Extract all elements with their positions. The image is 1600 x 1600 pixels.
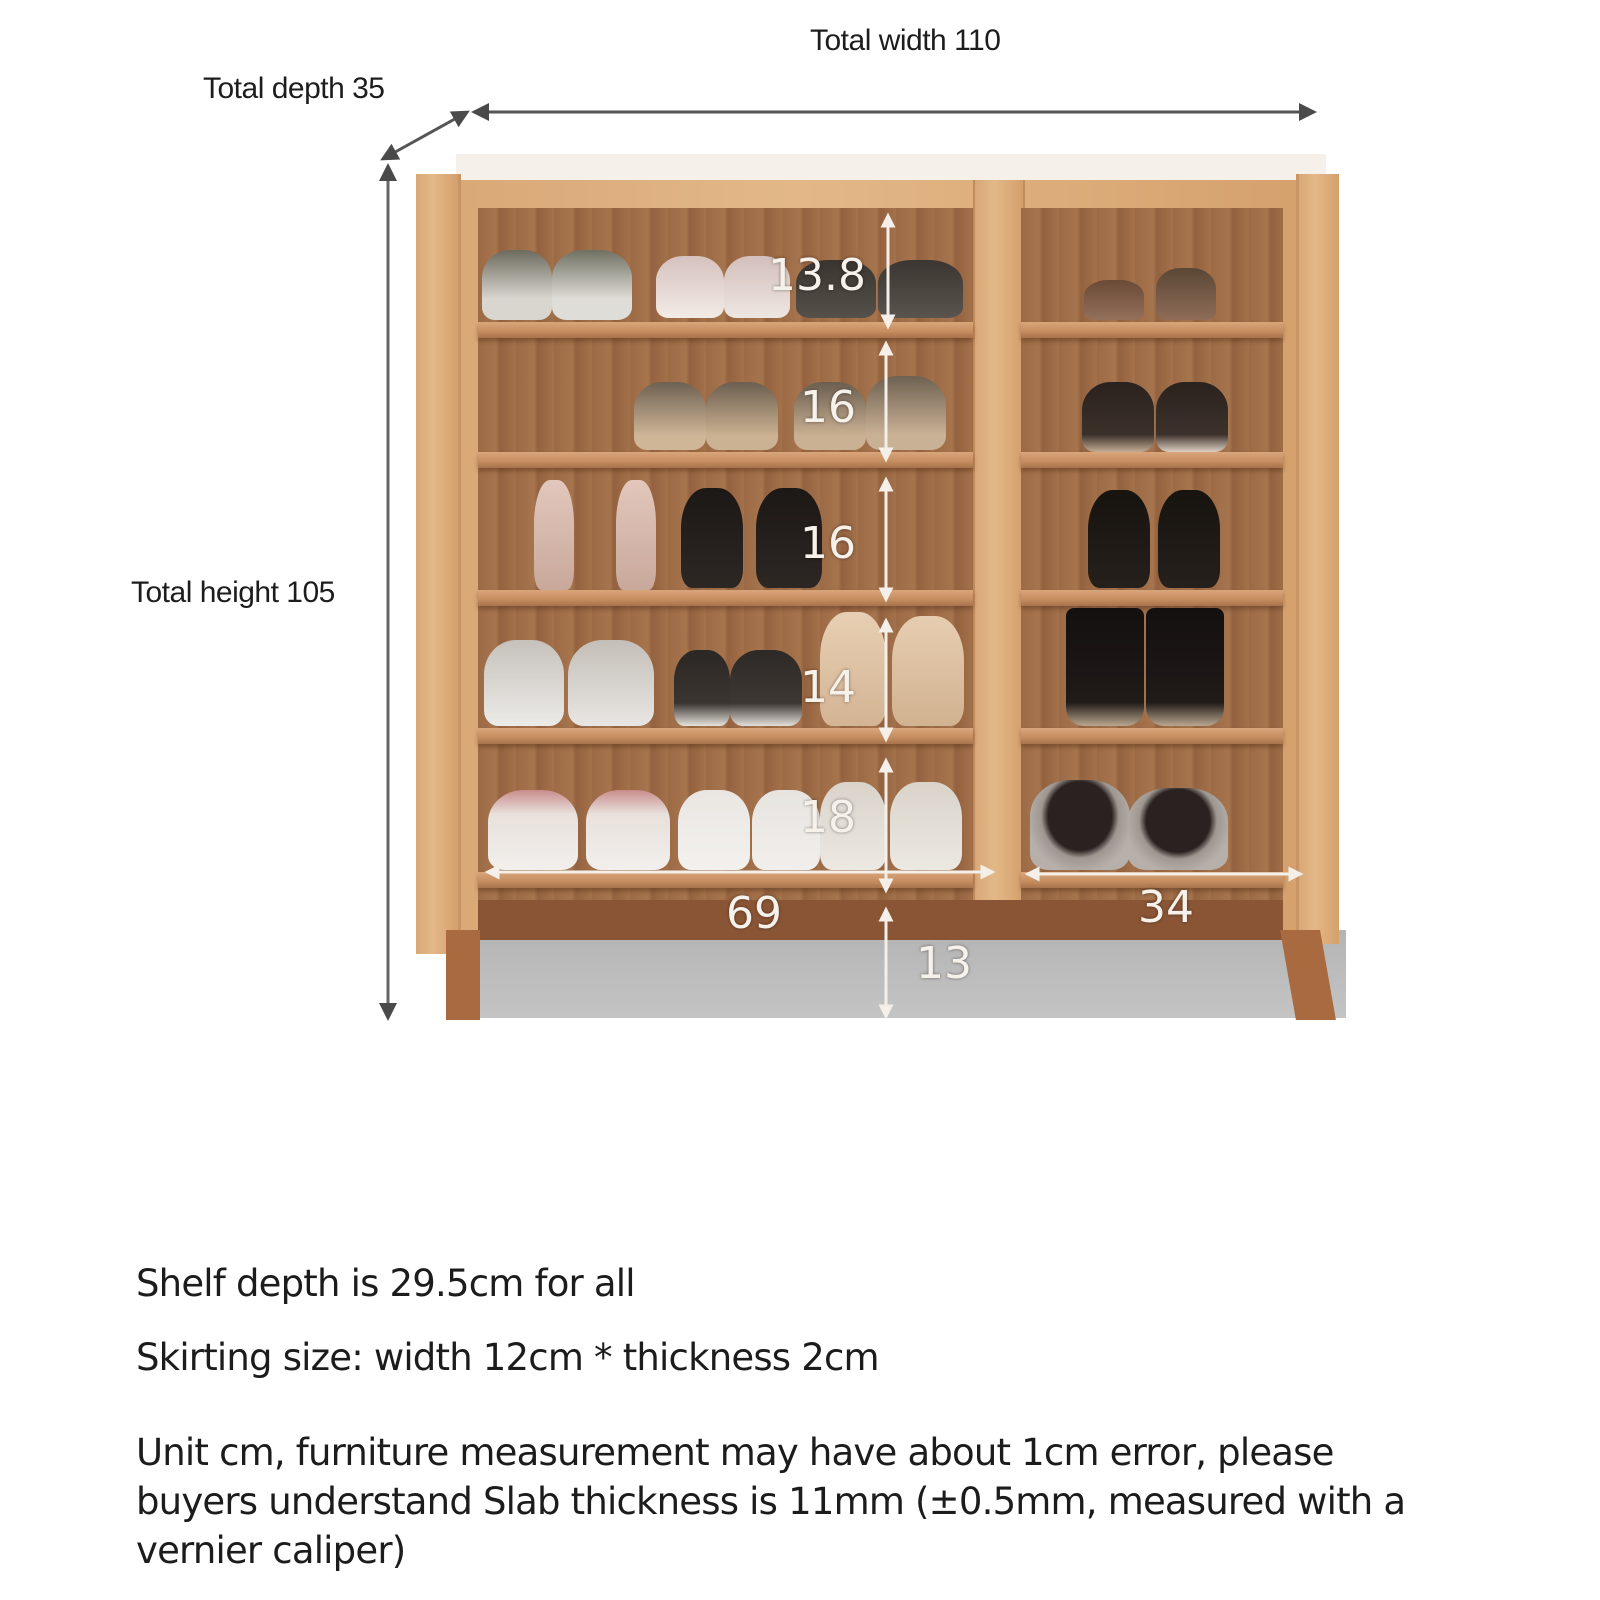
skirting-size-note: Skirting size: width 12cm * thickness 2cm (136, 1336, 879, 1379)
shelf-height-label-2: 16 (800, 382, 856, 433)
right-inner-width-label: 34 (1138, 882, 1194, 933)
shelf-height-label-5: 18 (800, 792, 856, 843)
shelf-height-label-4: 14 (800, 662, 856, 713)
measurement-disclaimer: Unit cm, furniture measurement may have about 1cm error, please buyers understand Slab thickness is 11mm (±0.5mm, measured with a vernier caliper) (136, 1431, 1406, 1572)
total-width-label: Total width 110 (810, 24, 1001, 57)
total-height-label: Total height 105 (131, 576, 335, 609)
leg-clearance-label: 13 (916, 938, 972, 989)
shelf-height-label-1: 13.8 (768, 250, 866, 301)
shelf-height-label-3: 16 (800, 518, 856, 569)
shelf-depth-note: Shelf depth is 29.5cm for all (136, 1262, 635, 1305)
total-depth-label: Total depth 35 (203, 72, 385, 105)
left-inner-width-label: 69 (726, 888, 782, 939)
